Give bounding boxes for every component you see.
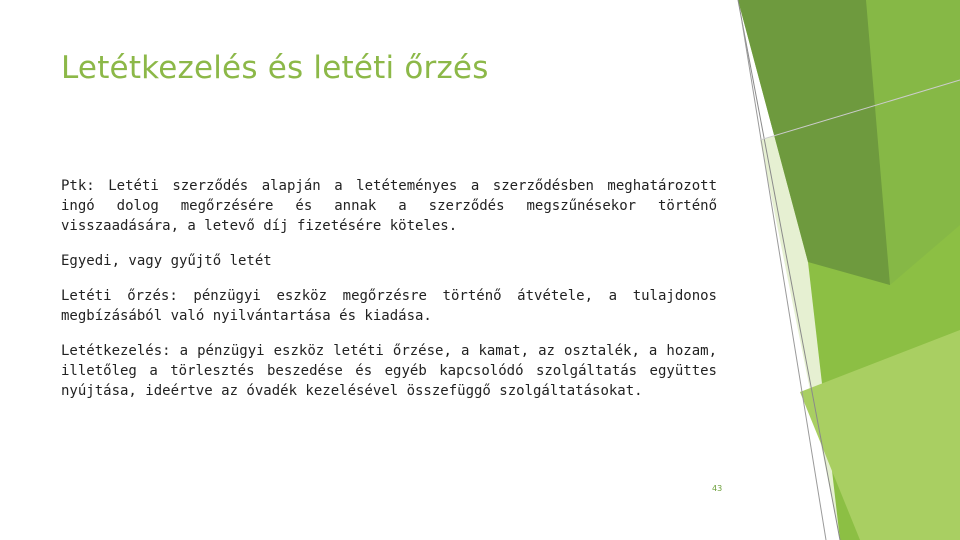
paragraph-custody-definition: Letéti őrzés: pénzügyi eszköz megőrzésre történő átvétele, a tulajdonos megbízásából való nyilvántartása és kiadása. xyxy=(61,288,717,324)
slide-content xyxy=(61,176,717,416)
paragraph-ptk-definition: Ptk: Letéti szerződés alapján a letéteményes a szerződésben meghatározott ingó dolog megőrzésére és annak a szerződés megszűnésekor történő visszaadására, a letevő díj fizetésére köteles. xyxy=(61,178,717,234)
page-number: 43 xyxy=(712,484,723,493)
paragraph-custody-management-definition: Letétkezelés: a pénzügyi eszköz letéti őrzése, a kamat, az osztalék, a hozam, illetőleg a törlesztés beszedése és egyéb kapcsolódó szolgáltatás együttes nyújtása, ideértve az óvadék kezelésével összefüggő szolgáltatásokat. xyxy=(61,343,717,399)
paragraph-deposit-types: Egyedi, vagy gyűjtő letét xyxy=(61,253,272,269)
slide-title: Letétkezelés és letéti őrzés xyxy=(61,50,489,86)
